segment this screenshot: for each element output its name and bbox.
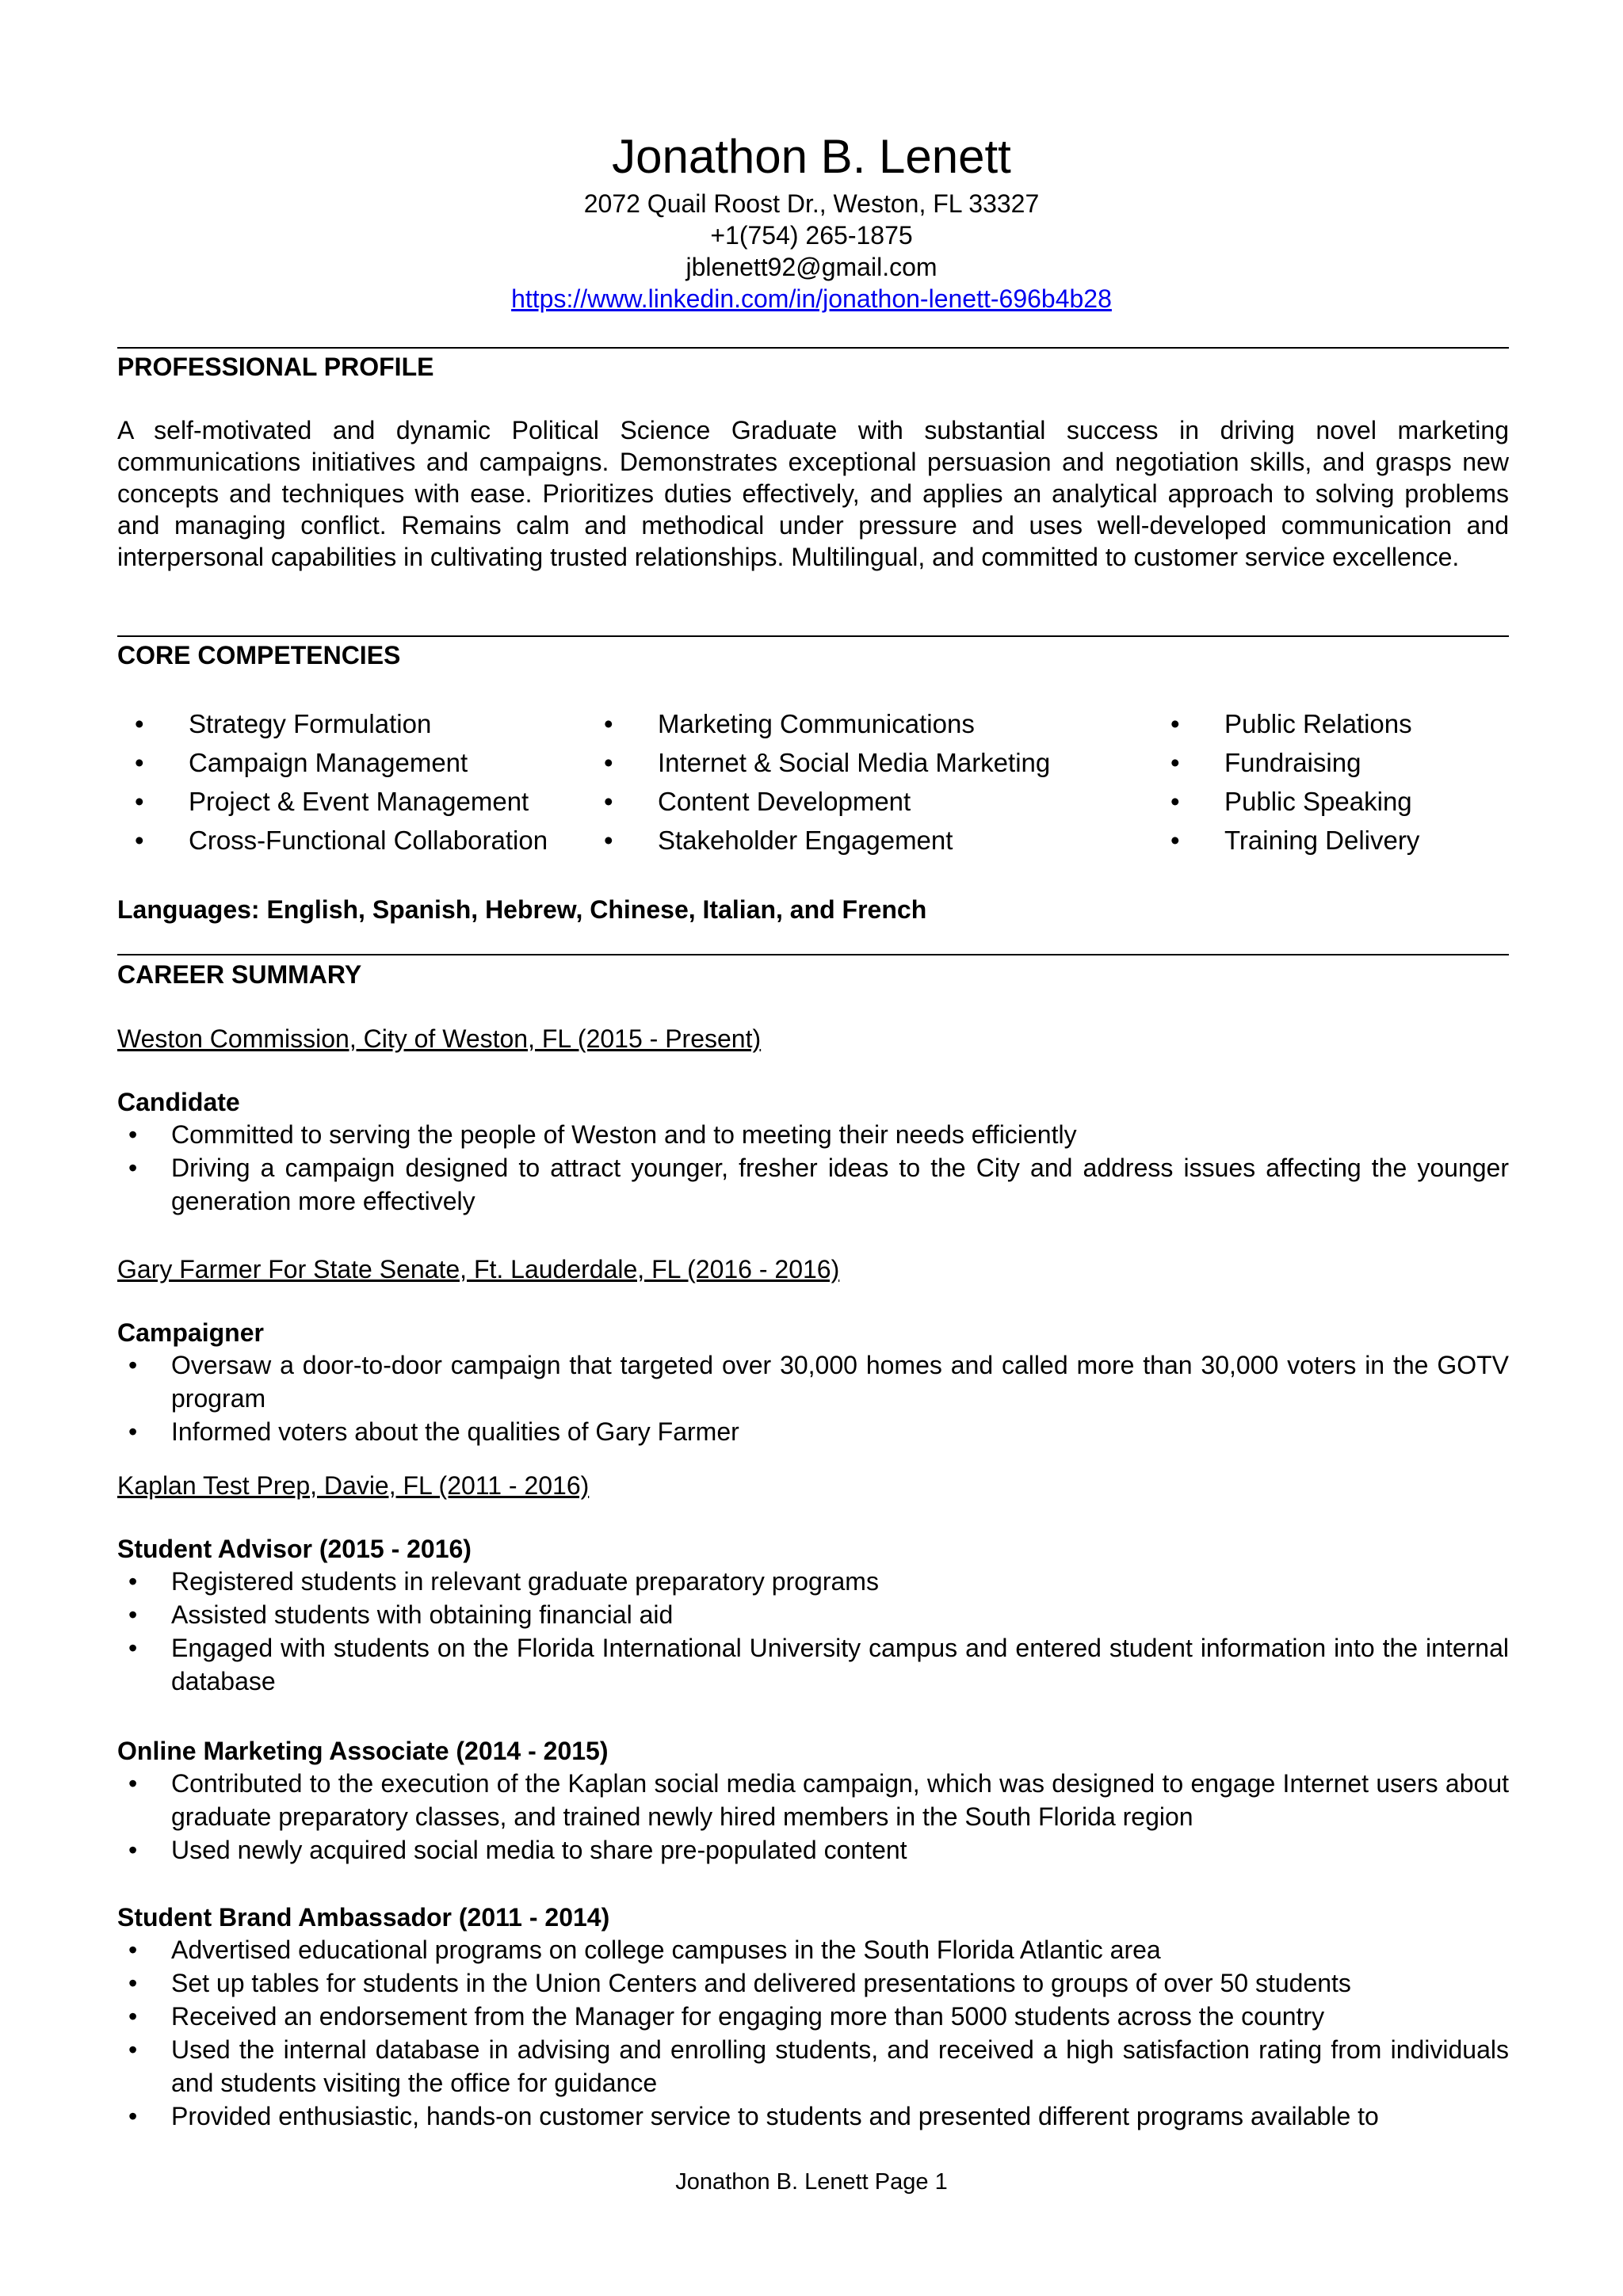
section-divider	[117, 347, 1509, 349]
competencies-column-3	[1155, 704, 1419, 860]
competency-item: • Strategy Formulation	[119, 704, 548, 743]
competency-item: • Public Speaking	[1155, 782, 1419, 821]
competency-item: • Training Delivery	[1155, 821, 1419, 860]
bullet-item: • Informed voters about the qualities of Gary Farmer	[117, 1415, 1509, 1448]
role-bullets	[117, 1767, 1509, 1867]
profile-heading: PROFESSIONAL PROFILE	[117, 353, 434, 381]
role-bullets	[117, 1348, 1509, 1448]
competency-item: • Internet & Social Media Marketing	[588, 743, 1050, 782]
phone-number: +1(754) 265-1875	[710, 221, 913, 250]
bullet-item: • Received an endorsement from the Manager for engaging more than 5000 students across the country	[117, 2000, 1509, 2033]
employer-kaplan: Kaplan Test Prep, Davie, FL (2011 - 2016)	[117, 1471, 590, 1500]
page-footer: Jonathon B. Lenett Page 1	[675, 2169, 948, 2195]
bullet-item: • Driving a campaign designed to attract younger, fresher ideas to the City and address issues affecting the younger generation more effectively	[117, 1151, 1509, 1218]
competency-item: • Campaign Management	[119, 743, 548, 782]
bullet-item: • Assisted students with obtaining financial aid	[117, 1598, 1509, 1631]
bullet-item: • Engaged with students on the Florida International University campus and entered student information into the internal database	[117, 1631, 1509, 1698]
competency-item: • Stakeholder Engagement	[588, 821, 1050, 860]
bullet-item: • Contributed to the execution of the Kaplan social media campaign, which was designed to engage Internet users about graduate preparatory classes, and trained newly hired members in the South Florida region	[117, 1767, 1509, 1833]
competency-item: • Fundraising	[1155, 743, 1419, 782]
employer-gary-farmer: Gary Farmer For State Senate, Ft. Lauderdale, FL (2016 - 2016)	[117, 1255, 840, 1283]
bullet-item: • Committed to serving the people of Weston and to meeting their needs efficiently	[117, 1118, 1509, 1151]
role-title: Online Marketing Associate (2014 - 2015)	[117, 1737, 609, 1765]
competency-item: • Marketing Communications	[588, 704, 1050, 743]
profile-text: A self-motivated and dynamic Political Science Graduate with substantial success in driving novel marketing communications initiatives and campaigns. Demonstrates exceptional persuasion and negotiation skills, and grasps new concepts and techniques with ease. Prioritizes duties effectively, and applies an analytical approach to solving problems and managing conflict. Remains calm and methodical under pressure and uses well-developed communication and interpersonal capabilities in cultivating trusted relationships. Multilingual, and committed to customer service excellence.	[117, 416, 1509, 571]
applicant-name: Jonathon B. Lenett	[612, 130, 1011, 183]
competencies-heading: CORE COMPETENCIES	[117, 641, 401, 669]
section-divider	[117, 954, 1509, 955]
role-title: Campaigner	[117, 1318, 264, 1347]
role-title: Candidate	[117, 1088, 240, 1116]
bullet-item: • Set up tables for students in the Union Centers and delivered presentations to groups of over 50 students	[117, 1966, 1509, 2000]
bullet-item: • Advertised educational programs on college campuses in the South Florida Atlantic area	[117, 1933, 1509, 1966]
bullet-item: • Provided enthusiastic, hands-on customer service to students and presented different programs available to	[117, 2100, 1509, 2133]
competencies-column-1	[119, 704, 548, 860]
linkedin-link[interactable]: https://www.linkedin.com/in/jonathon-lenett-696b4b28	[511, 284, 1112, 313]
role-bullets	[117, 1565, 1509, 1698]
address: 2072 Quail Roost Dr., Weston, FL 33327	[583, 189, 1040, 218]
bullet-item: • Used the internal database in advising and enrolling students, and received a high satisfaction rating from individuals and students visiting the office for guidance	[117, 2033, 1509, 2100]
languages-line: Languages: English, Spanish, Hebrew, Chinese, Italian, and French	[117, 895, 927, 924]
email-address: jblenett92@gmail.com	[685, 253, 938, 281]
role-title: Student Advisor (2015 - 2016)	[117, 1535, 472, 1563]
employer-weston-commission: Weston Commission, City of Weston, FL (2015 - Present)	[117, 1024, 762, 1053]
bullet-item: • Used newly acquired social media to share pre-populated content	[117, 1833, 1509, 1867]
role-bullets	[117, 1933, 1509, 2133]
role-bullets	[117, 1118, 1509, 1218]
bullet-item: • Oversaw a door-to-door campaign that targeted over 30,000 homes and called more than 30,000 voters in the GOTV program	[117, 1348, 1509, 1415]
bullet-item: • Registered students in relevant graduate preparatory programs	[117, 1565, 1509, 1598]
role-title: Student Brand Ambassador (2011 - 2014)	[117, 1903, 610, 1932]
competency-item: • Project & Event Management	[119, 782, 548, 821]
competency-item: • Content Development	[588, 782, 1050, 821]
competency-item: • Public Relations	[1155, 704, 1419, 743]
competencies-column-2	[588, 704, 1050, 860]
section-divider	[117, 635, 1509, 637]
competency-item: • Cross-Functional Collaboration	[119, 821, 548, 860]
linkedin-link-line	[0, 283, 1623, 315]
career-heading: CAREER SUMMARY	[117, 960, 362, 989]
